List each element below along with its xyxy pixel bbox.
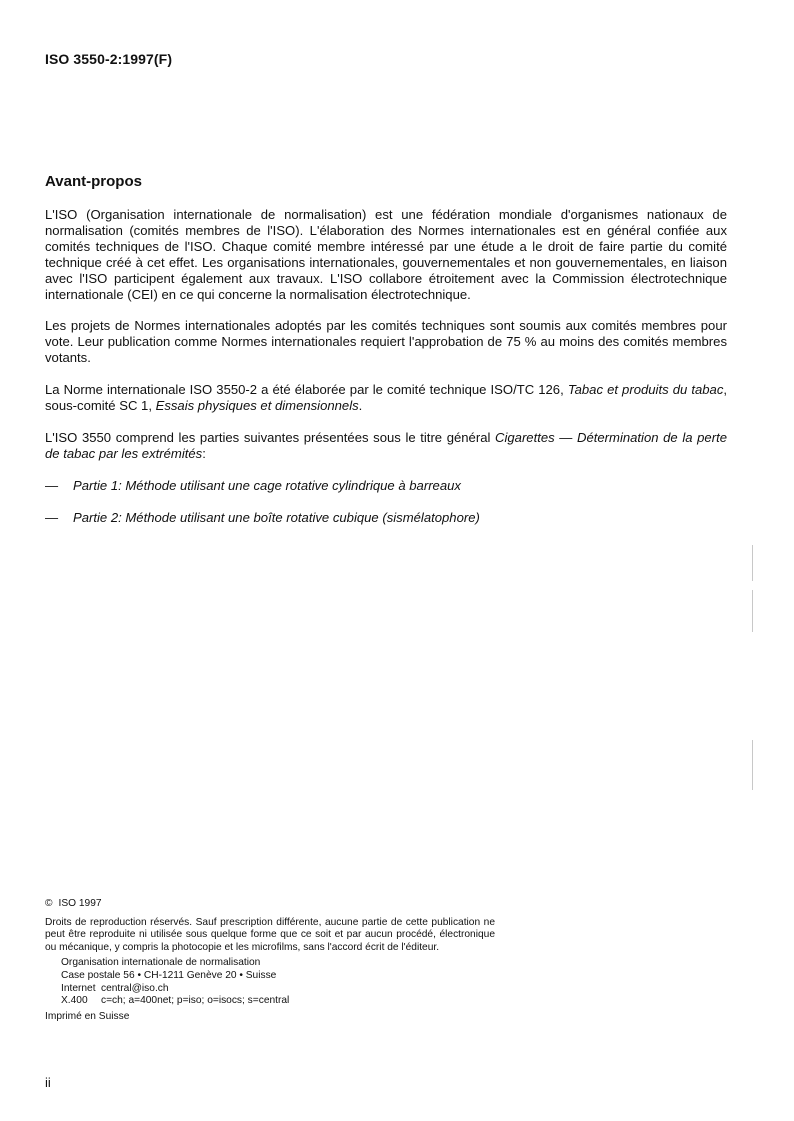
committee-title: Tabac et produits du tabac xyxy=(567,382,724,397)
subcommittee-title: Essais physiques et dimensionnels xyxy=(155,398,359,413)
list-dash: — xyxy=(45,510,59,525)
paragraph-3-text-e: . xyxy=(358,398,363,413)
document-identifier: ISO 3550-2:1997(F) xyxy=(45,51,173,67)
list-item xyxy=(45,478,727,494)
part-1-title: Partie 1: Méthode utilisant une cage rotative cylindrique à barreaux xyxy=(73,478,461,493)
copyright-line xyxy=(45,898,495,911)
publisher-address xyxy=(61,957,495,1007)
x400-row xyxy=(61,995,495,1008)
copyright-block xyxy=(45,898,495,1023)
list-dash: — xyxy=(45,478,59,493)
rights-statement: Droits de reproduction réservés. Sauf prescription différente, aucune partie de cette publication ne peut être reproduite ni utilisée sous quelque forme que ce soit et par aucun procédé, électronique ou mécanique, y compris la photocopie et les microfilms, sans l'accord écrit de l'éditeur. xyxy=(45,916,495,953)
paragraph-3-text-c: , sous-comité SC 1, xyxy=(45,382,728,413)
paragraph-3-text-a: La Norme internationale ISO 3550-2 a été élaborée par le comité technique ISO/TC 126, xyxy=(45,382,564,397)
postal-address: Case postale 56 • CH-1211 Genève 20 • Suisse xyxy=(61,969,277,981)
list-item xyxy=(45,510,727,526)
x400-value: c=ch; a=400net; p=iso; o=isocs; s=central xyxy=(101,995,290,1007)
paragraph-4-text-a: L'ISO 3550 comprend les parties suivantes présentées sous le titre général xyxy=(45,430,491,445)
foreword-paragraph-1: L'ISO (Organisation internationale de normalisation) est une fédération mondiale d'organismes nationaux de normalisation (comités membres de l'ISO). L'élaboration des Normes internationales est en général confiée aux comités techniques de l'ISO. Chaque comité membre intéressé par une étude a le droit de faire partie du comité technique créé à cet effet. Les organisations internationales, gouvernementales et non gouvernementales, en liaison avec l'ISO participent également aux travaux. L'ISO collabore étroitement avec la Commission électrotechnique internationale (CEI) en ce qui concerne la normalisation électrotechnique. xyxy=(45,207,727,302)
scan-mark xyxy=(752,545,753,581)
foreword-paragraph-4 xyxy=(45,430,727,462)
printed-in: Imprimé en Suisse xyxy=(45,1010,130,1022)
x400-label: X.400 xyxy=(61,995,88,1007)
internet-value: central@iso.ch xyxy=(101,982,169,994)
internet-row xyxy=(61,983,495,996)
foreword-paragraph-2: Les projets de Normes internationales adoptés par les comités techniques sont soumis aux comités membres pour vote. Leur publication comme Normes internationales requiert l'approbation de 75 % au moins des comités membres votants. xyxy=(45,318,727,365)
paragraph-4-text-c: : xyxy=(202,446,206,461)
page-number: ii xyxy=(45,1075,51,1090)
scan-mark xyxy=(752,590,753,632)
general-title: Cigarettes — Détermination de la perte de tabac par les extrémités xyxy=(45,430,727,461)
copyright-icon: © xyxy=(45,898,53,909)
internet-label: Internet xyxy=(61,982,96,994)
foreword-paragraph-3 xyxy=(45,382,727,414)
copyright-year: ISO 1997 xyxy=(58,898,102,909)
section-title: Avant-propos xyxy=(45,173,142,190)
publisher-name: Organisation internationale de normalisation xyxy=(61,957,261,969)
part-2-title: Partie 2: Méthode utilisant une boîte rotative cubique (sismélatophore) xyxy=(73,510,480,525)
scan-mark xyxy=(752,740,753,790)
